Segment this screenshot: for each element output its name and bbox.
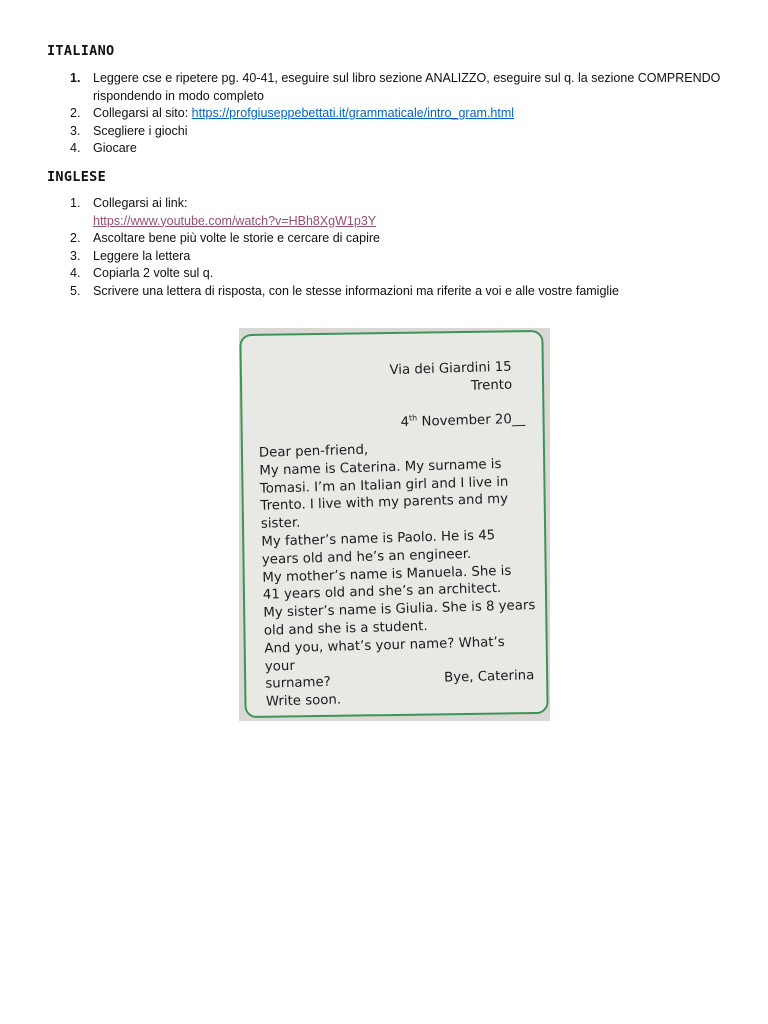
list-item	[0, 195, 733, 230]
item-text: Ascoltare bene più volte le storie e cercare di capire	[93, 231, 380, 245]
item-text: Scegliere i giochi	[93, 123, 188, 138]
list-item	[0, 283, 733, 301]
list-item	[0, 230, 733, 248]
letter-line: Dear pen-friend,	[258, 442, 369, 461]
letter-date	[400, 406, 525, 432]
item-number: 5.	[70, 283, 81, 298]
letter-address	[389, 359, 512, 398]
letter-line: My name is Caterina. My surname is	[259, 456, 502, 479]
section-title-inglese: INGLESE	[47, 169, 106, 185]
letter-line: Tomasi. I’m an Italian girl and I live in	[259, 474, 509, 497]
letter-line: And you, what’s your name? What’s your	[264, 634, 505, 675]
date-suffix: th	[408, 413, 418, 423]
section-title-italiano: ITALIANO	[47, 43, 115, 59]
date-rest: November 20__	[417, 411, 526, 430]
letter-line: My mother’s name is Manuela. She is	[262, 563, 512, 586]
letter-line: sister.	[260, 515, 301, 532]
letter-line: Trento. I live with my parents and my	[260, 492, 509, 515]
letter-line: My father’s name is Paolo. He is 45	[261, 528, 496, 550]
italiano-list	[0, 70, 733, 158]
letter-signature: Bye, Caterina	[443, 668, 535, 686]
list-item	[0, 70, 733, 105]
youtube-link[interactable]: https://www.youtube.com/watch?v=HBh8XgW1p3Y	[93, 213, 377, 228]
item-number: 2.	[70, 231, 81, 245]
letter-line: old and she is a student.	[263, 619, 428, 639]
list-item	[0, 248, 733, 266]
address-street: Via dei Giardini 15	[389, 359, 512, 379]
item-text: Scrivere una lettera di risposta, con le stesse informazioni ma riferite a voi e alle vostre famiglie	[93, 283, 619, 298]
letter-line: surname?	[265, 675, 331, 693]
item-text: Giocare	[93, 141, 137, 155]
grammar-site-link[interactable]: https://profgiuseppebettati.it/grammaticale/intro_gram.html	[191, 106, 515, 120]
item-text: Leggere la lettera	[93, 248, 191, 263]
item-text: Leggere cse e ripetere pg. 40-41, eseguire sul libro sezione ANALIZZO, eseguire sul q. la sezione COMPRENDO rispondendo in modo completo	[93, 71, 721, 103]
item-text: Collegarsi ai link:	[93, 196, 188, 210]
item-number: 4.	[70, 266, 81, 280]
list-item	[0, 265, 733, 283]
inglese-list	[0, 195, 733, 300]
letter-line: years old and he’s an engineer.	[261, 546, 472, 568]
item-number: 1.	[70, 71, 81, 85]
item-number: 1.	[70, 196, 81, 210]
letter-photo	[239, 328, 550, 721]
letter-line: 41 years old and she’s an architect.	[262, 581, 502, 604]
item-number: 3.	[70, 123, 81, 138]
letter-line: Write soon.	[265, 692, 342, 710]
address-city: Trento	[470, 377, 513, 394]
item-number: 4.	[70, 141, 81, 155]
list-item	[0, 105, 733, 123]
list-item	[0, 123, 733, 141]
date-day: 4	[400, 414, 410, 431]
item-number: 3.	[70, 248, 81, 263]
item-number: 2.	[70, 106, 81, 120]
item-text: Collegarsi al sito:	[93, 106, 192, 120]
list-item	[0, 140, 733, 158]
item-text: Copiarla 2 volte sul q.	[93, 266, 214, 280]
letter-line: My sister’s name is Giulia. She is 8 years	[263, 598, 536, 621]
letter-content	[239, 328, 550, 721]
